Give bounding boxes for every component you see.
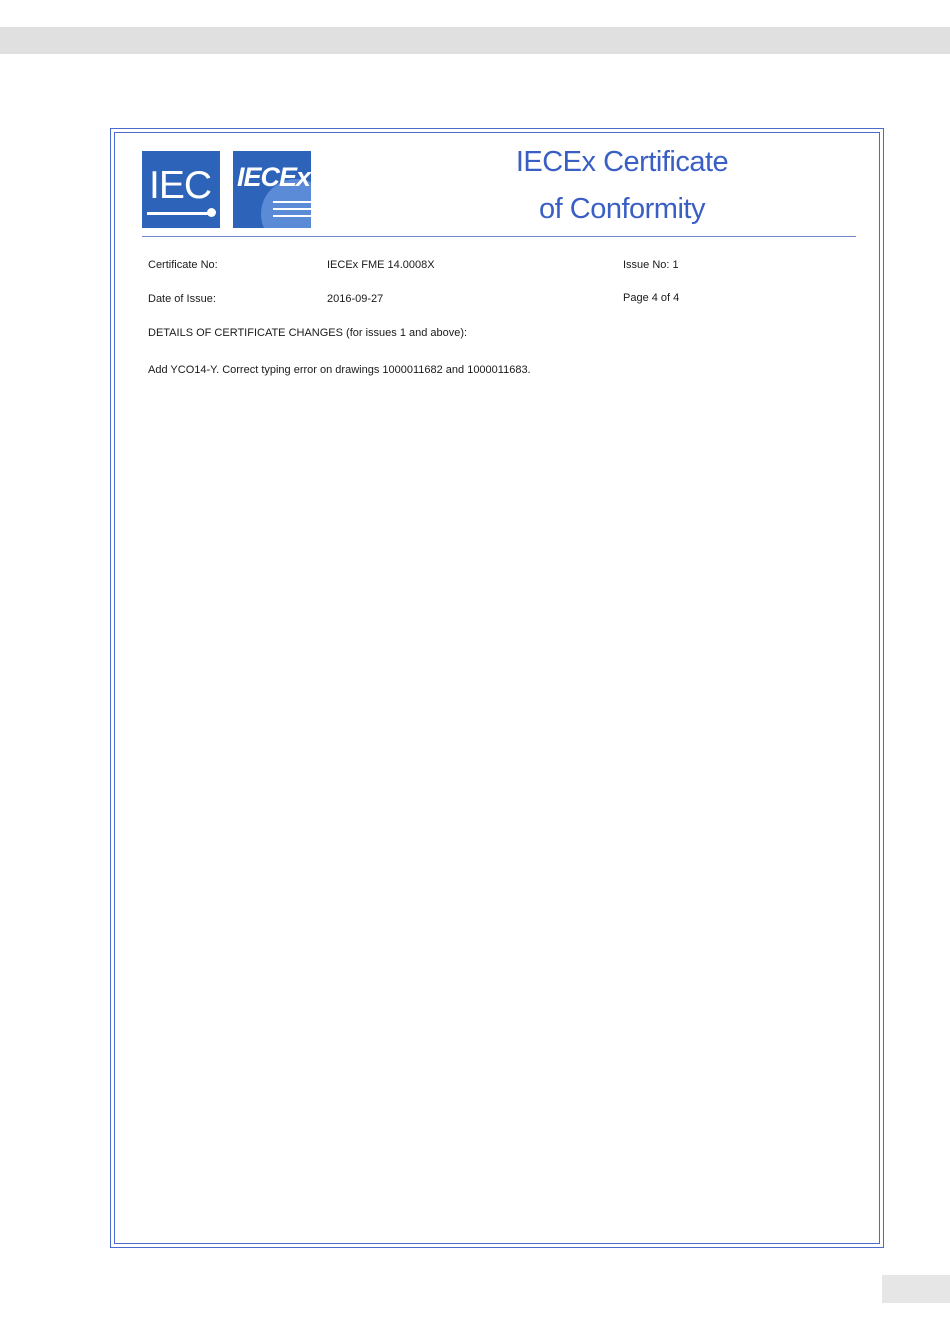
iec-logo-text: IEC	[149, 164, 212, 207]
date-of-issue-label: Date of Issue:	[148, 293, 216, 305]
date-of-issue-value: 2016-09-27	[327, 293, 384, 305]
iecex-logo-stripe	[273, 215, 311, 217]
iec-logo	[142, 151, 220, 228]
iecex-logo-stripe	[273, 201, 311, 203]
iecex-logo-text: IECEx	[237, 162, 311, 192]
top-toolbar-bar	[0, 27, 950, 54]
iec-logo-dot	[207, 208, 216, 217]
iecex-logo	[233, 151, 311, 228]
page-info: Page 4 of 4	[623, 292, 680, 304]
changes-text: Add YCO14-Y. Correct typing error on drawings 1000011682 and 1000011683.	[148, 364, 531, 376]
certificate-no-label: Certificate No:	[148, 259, 218, 271]
iecex-logo-stripe	[273, 208, 311, 210]
iec-logo-line	[147, 212, 211, 215]
certificate-frame	[110, 128, 884, 1248]
certificate-no-value: IECEx FME 14.0008X	[327, 259, 435, 271]
header-divider	[142, 236, 856, 237]
certificate-title-line1: IECEx Certificate	[515, 146, 729, 178]
issue-no: Issue No: 1	[623, 259, 679, 271]
page-number-tab	[882, 1275, 950, 1303]
certificate-title-line2: of Conformity	[539, 193, 705, 225]
certificate-frame-inner-border	[114, 132, 880, 1244]
changes-heading: DETAILS OF CERTIFICATE CHANGES (for issues 1 and above):	[148, 327, 468, 339]
